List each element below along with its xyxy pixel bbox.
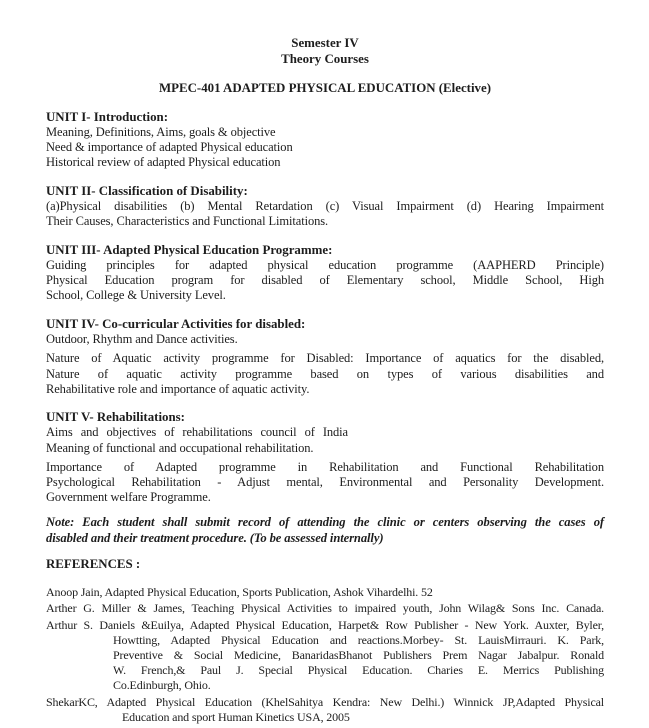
semester-heading: Semester IV: [291, 36, 359, 50]
reference-item: [46, 601, 604, 616]
text-line: Outdoor, Rhythm and Dance activities.: [46, 332, 238, 347]
reference-item: [46, 585, 604, 600]
references-list: [46, 585, 604, 725]
unit-heading: UNIT V- Rehabilitations:: [46, 409, 185, 424]
paragraph: [46, 425, 604, 455]
text-line: Guiding principles for adapted physical education programme (AAPHERD Principle): [46, 258, 604, 273]
reference-line: Co.Edinburgh, Ohio.: [113, 678, 211, 693]
reference-line: Preventive & Social Medicine, BanaridasBhanot Publishers Prem Nagar Jabalpur. Ronald: [113, 647, 604, 662]
text-line: School, College & University Level.: [46, 288, 226, 303]
note-block: [46, 515, 604, 547]
reference-line: Howtting, Adapted Physical Education and reactions.Morbey- St. LauisMirrauri. K. Park,: [113, 632, 604, 647]
text-line: Rehabilitative role and importance of aquatic activity.: [46, 381, 310, 396]
text-line: Meaning of functional and occupational rehabilitation.: [46, 440, 314, 455]
text-line: Aims and objectives of rehabilitations council of India: [46, 425, 348, 440]
unit-heading: UNIT II- Classification of Disability:: [46, 183, 248, 198]
paragraph: [46, 125, 604, 171]
text-line: Nature of aquatic activity programme based on types of various disabilities and: [46, 366, 604, 381]
text-line: Government welfare Programme.: [46, 490, 211, 505]
unit-heading: UNIT IV- Co-curricular Activities for disabled:: [46, 316, 306, 331]
references-heading: REFERENCES :: [46, 557, 141, 572]
reference-line: Arther G. Miller & James, Teaching Physical Activities to impaired youth, John Wilag& Sons Inc. Canada.: [46, 601, 604, 616]
reference-line: Arthur S. Daniels &Euilya, Adapted Physical Education, Harpet& Row Publisher - New York. Auxter, Byler,: [46, 617, 604, 632]
paragraph: [46, 460, 604, 506]
reference-line: ShekarKC, Adapted Physical Education (KhelSahitya Kendra: New Delhi.) Winnick JP,Adapted Physical: [46, 694, 604, 709]
course-title: MPEC-401 ADAPTED PHYSICAL EDUCATION (Elective): [158, 81, 492, 95]
paragraph: [46, 258, 604, 304]
unit-heading: UNIT I- Introduction:: [46, 109, 169, 124]
reference-line: Anoop Jain, Adapted Physical Education, Sports Publication, Ashok Vihardelhi. 52: [46, 584, 433, 599]
theory-courses-heading: Theory Courses: [281, 51, 369, 66]
text-line: Nature of Aquatic activity programme for Disabled: Importance of aquatics for the disabled,: [46, 351, 604, 366]
paragraph: [46, 351, 604, 397]
units: [46, 110, 604, 506]
text-line: Their Causes, Characteristics and Functional Limitations.: [46, 214, 329, 229]
reference-item: [46, 618, 604, 693]
unit-section: [46, 243, 604, 304]
paragraph: [46, 199, 604, 229]
paragraph: [46, 332, 604, 347]
reference-item: [46, 695, 604, 725]
text-line: Physical Education program for disabled of Elementary school, Middle School, High: [46, 273, 604, 288]
text-line: Importance of Adapted programme in Rehabilitation and Functional Rehabilitation: [46, 459, 604, 474]
reference-line: W. French,& Paul J. Special Physical Education. Charies E. Merrics Publishing: [113, 663, 604, 678]
reference-line: Education and sport Human Kinetics USA, 2005: [122, 709, 350, 724]
note-line: disabled and their treatment procedure. (To be assessed internally): [46, 531, 384, 546]
unit-section: [46, 317, 604, 397]
text-line: Psychological Rehabilitation - Adjust mental, Environmental and Personality Development.: [46, 475, 604, 490]
text-line: Meaning, Definitions, Aims, goals & objective: [46, 125, 276, 139]
unit-heading: UNIT III- Adapted Physical Education Programme:: [46, 242, 333, 257]
text-line: Historical review of adapted Physical education: [46, 155, 281, 170]
unit-section: [46, 110, 604, 171]
text-line: Need & importance of adapted Physical education: [46, 140, 293, 155]
unit-section: [46, 184, 604, 230]
note-line: Note: Each student shall submit record of attending the clinic or centers observing the cases of: [46, 515, 604, 530]
unit-section: [46, 410, 604, 506]
text-line: (a)Physical disabilities (b) Mental Retardation (c) Visual Impairment (d) Hearing Impairment: [46, 199, 604, 214]
